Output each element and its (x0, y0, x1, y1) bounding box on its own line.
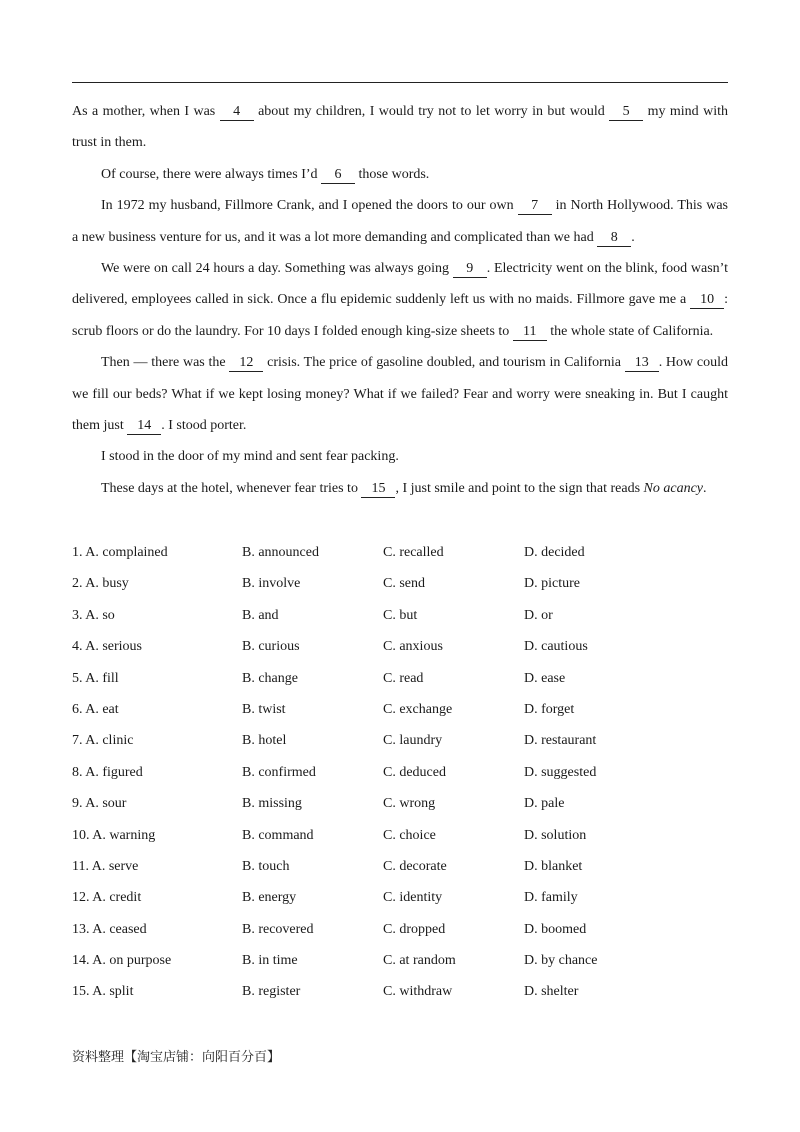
option-b: B. twist (242, 701, 286, 717)
paragraph-2 (72, 159, 728, 190)
option-a: 2. A. busy (72, 576, 129, 592)
option-b: B. register (242, 984, 301, 1000)
blank-5: 5 (609, 104, 643, 121)
option-d: D. ease (524, 670, 566, 686)
blank-8: 8 (597, 230, 631, 247)
blank-12: 12 (229, 355, 263, 372)
option-a: 5. A. fill (72, 670, 119, 686)
option-d: D. restaurant (524, 733, 597, 749)
option-b: B. curious (242, 639, 300, 655)
option-c: C. identity (383, 890, 443, 906)
option-a: 1. A. complained (72, 545, 168, 560)
option-row (72, 914, 728, 945)
header-rule (72, 82, 728, 83)
option-a: 8. A. figured (72, 764, 143, 780)
option-b: B. recovered (242, 921, 314, 937)
option-a: 3. A. so (72, 607, 115, 623)
text: in North Hollywood. This was a new business venture for us, and it was a lot more demanding and complicated than we had (72, 198, 728, 245)
option-c: C. withdraw (383, 984, 453, 1000)
option-a: 4. A. serious (72, 639, 142, 655)
option-row (72, 663, 728, 694)
option-a: 10. A. warning (72, 827, 156, 843)
option-d: D. pale (524, 796, 565, 812)
option-c: C. exchange (383, 701, 453, 717)
options-list (72, 537, 728, 1008)
option-a: 14. A. on purpose (72, 953, 172, 969)
option-c: C. read (383, 670, 424, 686)
text: We were on call 24 hours a day. Something was always going (101, 261, 453, 277)
text: Then — there was the (101, 355, 230, 371)
option-b: B. confirmed (242, 764, 316, 780)
option-row (72, 976, 728, 1007)
option-c: C. dropped (383, 921, 446, 937)
text: the whole state of California. (546, 323, 714, 339)
option-row (72, 882, 728, 913)
text: my mind with trust in them. (72, 104, 729, 151)
blank-14: 14 (127, 418, 161, 435)
option-b: B. and (242, 607, 279, 623)
option-b: B. missing (242, 796, 302, 812)
option-b: B. energy (242, 890, 297, 906)
option-d: D. by chance (524, 953, 598, 969)
text: I stood in the door of my mind and sent fear packing. (101, 449, 399, 465)
option-a: 15. A. split (72, 984, 134, 1000)
option-row (72, 568, 728, 599)
option-d: D. forget (524, 701, 575, 717)
text: . (631, 229, 635, 245)
text: , I just smile and point to the sign that reads (395, 480, 644, 496)
option-c: C. decorate (383, 858, 447, 874)
option-d: D. decided (524, 545, 585, 560)
option-d: D. solution (524, 827, 587, 843)
text: Of course, there were always times I’d (101, 166, 322, 182)
option-a: 11. A. serve (72, 858, 139, 874)
paragraph-7 (72, 473, 728, 504)
paragraph-3 (72, 190, 728, 253)
option-d: D. shelter (524, 984, 579, 1000)
option-b: B. announced (242, 545, 319, 560)
option-c: C. wrong (383, 796, 436, 812)
option-b: B. command (242, 827, 314, 843)
option-row (72, 725, 728, 756)
option-b: B. touch (242, 858, 290, 874)
option-d: D. blanket (524, 858, 583, 874)
option-row (72, 820, 728, 851)
option-c: C. deduced (383, 764, 446, 780)
option-a: 13. A. ceased (72, 921, 147, 937)
blank-4: 4 (220, 104, 254, 121)
option-row (72, 757, 728, 788)
paragraph-5 (72, 347, 728, 441)
text: . Electricity went on the blink, food wasn’t delivered, employees called in sick. Once a flu epidemic suddenly left us with no maids. Fillmore gave me a (72, 261, 728, 308)
blank-7: 7 (518, 198, 552, 215)
option-d: D. or (524, 607, 553, 623)
blank-13: 13 (625, 355, 659, 372)
option-d: D. suggested (524, 764, 597, 780)
footer-note: 资料整理【淘宝店铺：向阳百分百】 (72, 1050, 281, 1065)
paragraph-6 (72, 441, 728, 472)
text: In 1972 my husband, Fillmore Crank, and I opened the doors to our own (101, 198, 518, 214)
option-c: C. choice (383, 827, 436, 843)
option-d: D. family (524, 890, 578, 906)
text: those words. (355, 166, 430, 182)
option-b: B. hotel (242, 733, 287, 749)
text: : scrub floors or do the laundry. For 10 days I folded enough king-size sheets to (72, 292, 728, 339)
option-row (72, 600, 728, 631)
option-row (72, 788, 728, 819)
blank-15: 15 (361, 481, 395, 498)
option-d: D. boomed (524, 921, 587, 937)
text: . How could we fill our beds? What if we kept losing money? What if we failed? Fear and worry were sneaking in. But I caught them just (72, 355, 729, 434)
paragraph-1 (72, 96, 728, 159)
blank-9: 9 (453, 261, 487, 278)
option-row (72, 851, 728, 882)
text: crisis. The price of gasoline doubled, and tourism in California (263, 355, 625, 371)
option-a: 9. A. sour (72, 796, 127, 812)
option-d: D. picture (524, 576, 580, 592)
option-b: B. change (242, 670, 298, 686)
option-c: C. laundry (383, 733, 443, 749)
blank-11: 11 (513, 324, 547, 341)
option-row (72, 537, 728, 568)
blank-10: 10 (690, 292, 724, 309)
option-b: B. involve (242, 576, 301, 592)
option-d: D. cautious (524, 639, 588, 655)
text: . (703, 480, 707, 496)
text: about my children, I would try not to let worry in but would (253, 104, 610, 119)
option-a: 12. A. credit (72, 890, 142, 906)
paragraph-4 (72, 253, 728, 347)
option-c: C. at random (383, 953, 456, 969)
text: These days at the hotel, whenever fear tries to (101, 480, 362, 496)
option-c: C. recalled (383, 545, 444, 560)
option-a: 7. A. clinic (72, 733, 134, 749)
option-c: C. anxious (383, 639, 443, 655)
option-a: 6. A. eat (72, 701, 119, 717)
passage (72, 96, 728, 504)
option-b: B. in time (242, 953, 298, 969)
option-c: C. send (383, 576, 425, 592)
sign-text: No acancy (643, 480, 704, 496)
option-row (72, 694, 728, 725)
option-row (72, 945, 728, 976)
option-c: C. but (383, 607, 418, 623)
blank-6: 6 (321, 167, 355, 184)
option-row (72, 631, 728, 662)
text: . I stood porter. (161, 418, 247, 434)
text: As a mother, when I was (72, 104, 220, 119)
